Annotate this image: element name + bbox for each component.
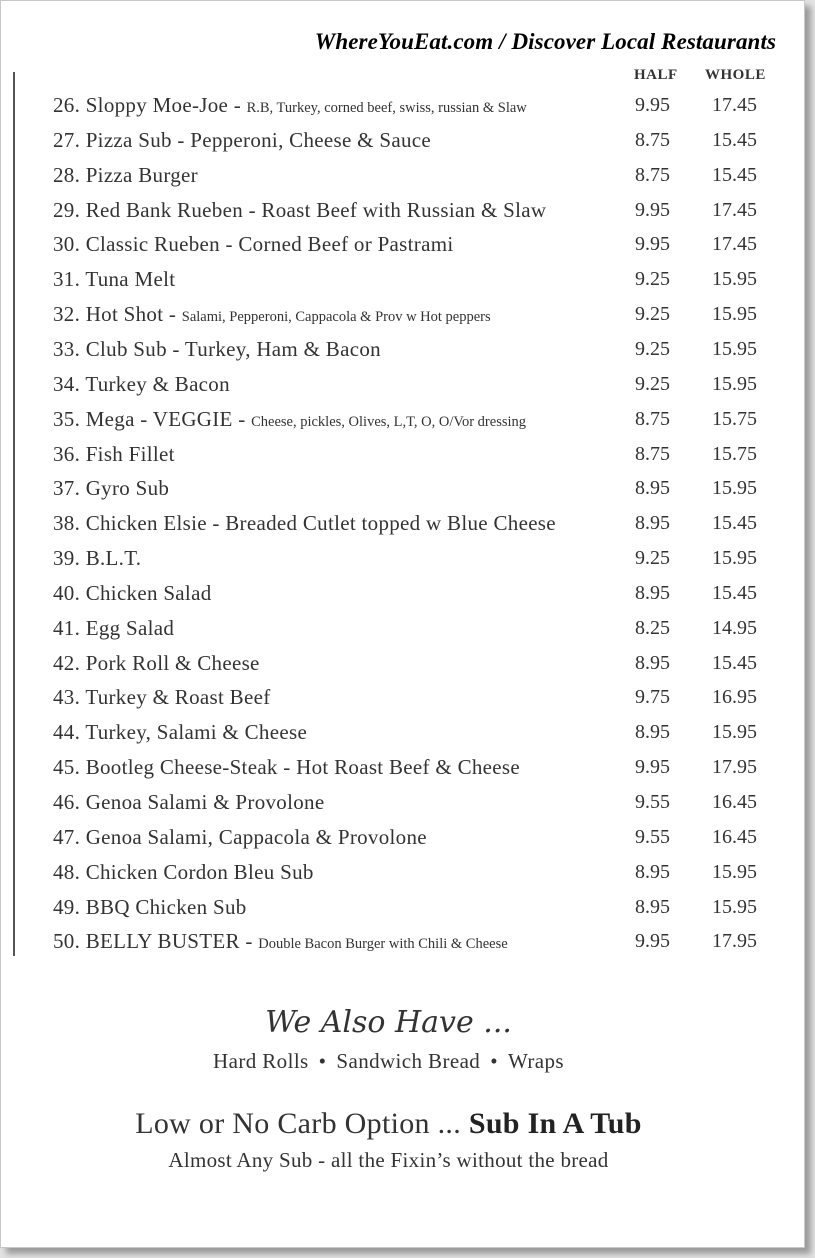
menu-item-row — [1, 402, 804, 437]
price-half: 9.55 — [635, 825, 670, 848]
menu-item — [53, 332, 381, 367]
price-whole: 15.95 — [712, 268, 757, 291]
menu-item-name: 50. BELLY BUSTER — [53, 929, 240, 954]
menu-item-row — [1, 541, 804, 576]
price-half: 8.75 — [635, 163, 670, 186]
price-whole: 15.95 — [712, 477, 757, 500]
menu-item — [53, 506, 556, 541]
price-whole: 17.95 — [712, 756, 757, 779]
menu-item-name: 43. Turkey & Roast Beef — [53, 685, 271, 710]
menu-item-name: 35. Mega - VEGGIE — [53, 406, 233, 431]
price-half: 8.75 — [635, 442, 670, 465]
menu-item — [53, 262, 175, 297]
menu-item-name: 39. B.L.T. — [53, 546, 142, 571]
menu-item-name: 40. Chicken Salad — [53, 580, 212, 605]
menu-item-name: 38. Chicken Elsie — [53, 511, 207, 536]
price-half: 9.95 — [635, 198, 670, 221]
menu-item-separator: - — [163, 302, 182, 327]
menu-item-description: Pepperoni, Cheese & Sauce — [190, 127, 431, 152]
price-whole: 17.45 — [712, 198, 757, 221]
price-whole: 15.45 — [712, 512, 757, 535]
menu-item-separator: - — [243, 197, 262, 222]
menu-item-name: 45. Bootleg Cheese-Steak — [53, 755, 278, 780]
price-half: 8.75 — [635, 407, 670, 430]
menu-item — [53, 158, 198, 193]
sub-in-a-tub: Sub In A Tub — [468, 1107, 642, 1140]
menu-item-separator: - — [219, 232, 239, 257]
menu-item-row — [1, 297, 804, 332]
menu-item-name: 42. Pork Roll & Cheese — [53, 650, 260, 675]
bullet-separator: • — [490, 1049, 498, 1073]
menu-item-name: 36. Fish Fillet — [53, 441, 175, 466]
price-half: 8.25 — [635, 616, 670, 639]
menu-item — [53, 227, 453, 262]
price-whole: 17.45 — [712, 94, 757, 116]
menu-item — [53, 541, 141, 576]
price-whole: 15.95 — [712, 860, 757, 883]
menu-item-name: 34. Turkey & Bacon — [53, 371, 230, 396]
price-whole: 15.75 — [712, 407, 757, 430]
menu-item-name: 37. Gyro Sub — [53, 476, 170, 501]
menu-item — [53, 297, 491, 335]
menu-item-row — [1, 890, 804, 925]
menu-item — [53, 437, 175, 472]
menu-item — [53, 680, 270, 715]
price-half: 8.75 — [635, 128, 670, 151]
menu-item-description: Roast Beef with Russian & Slaw — [261, 197, 547, 222]
menu-item-separator: - — [206, 511, 226, 536]
site-title: WhereYouEat.com / Discover Local Restaurants — [314, 29, 776, 54]
price-whole: 17.45 — [712, 233, 757, 256]
price-half: 8.95 — [635, 477, 670, 500]
menu-item — [53, 924, 508, 962]
menu-item-row — [1, 193, 804, 228]
column-header-whole: WHOLE — [705, 67, 766, 83]
menu-item — [53, 646, 260, 681]
also-item-sandwich-bread: Sandwich Bread — [336, 1049, 481, 1073]
price-half: 9.75 — [635, 686, 670, 709]
price-whole: 15.75 — [712, 442, 757, 465]
menu-item-separator: - — [277, 755, 297, 780]
menu-item-row — [1, 680, 804, 715]
menu-item — [53, 611, 174, 646]
menu-item — [53, 820, 427, 855]
menu-item-row — [1, 924, 804, 959]
menu-item-name: 47. Genoa Salami, Cappacola & Provolone — [53, 824, 427, 849]
price-whole: 15.95 — [712, 303, 757, 326]
menu-item-name: 49. BBQ Chicken Sub — [53, 894, 247, 919]
menu-item — [53, 890, 247, 925]
menu-item-name: 30. Classic Rueben — [53, 232, 220, 257]
low-carb-option — [1, 1107, 776, 1141]
also-item-hard-rolls: Hard Rolls — [213, 1049, 309, 1073]
menu-item-name: 44. Turkey, Salami & Cheese — [53, 720, 308, 745]
price-half: 9.55 — [635, 791, 670, 813]
low-carb-description: Almost Any Sub - all the Fixin’s without the bread — [168, 1148, 609, 1172]
menu-item-name: 41. Egg Salad — [53, 615, 175, 640]
price-whole: 15.95 — [712, 895, 757, 918]
price-half: 8.95 — [635, 895, 670, 918]
menu-item-description: Double Bacon Burger with Chili & Cheese — [258, 936, 508, 953]
menu-item — [53, 750, 520, 785]
menu-item — [53, 88, 527, 126]
price-whole: 15.95 — [712, 337, 757, 360]
menu-item-separator: - — [166, 336, 185, 361]
menu-item — [53, 402, 526, 440]
menu-item — [53, 367, 230, 402]
menu-item-separator: - — [228, 93, 247, 117]
menu-item-description: Corned Beef or Pastrami — [238, 232, 454, 257]
price-half: 8.95 — [635, 581, 670, 604]
also-have-items — [1, 1049, 776, 1074]
price-half: 8.95 — [635, 721, 670, 744]
menu-item-row — [1, 715, 804, 750]
menu-item-row — [1, 437, 804, 472]
menu-item-description: Salami, Pepperoni, Cappacola & Prov w Hot peppers — [181, 309, 491, 326]
menu-item-description: Cheese, pickles, Olives, L,T, O, O/Vor dressing — [251, 413, 527, 430]
price-half: 9.25 — [635, 547, 670, 570]
menu-item — [53, 123, 431, 158]
menu-item-row — [1, 123, 804, 158]
menu-item-separator: - — [232, 406, 252, 431]
price-whole: 15.45 — [712, 581, 757, 604]
menu-item — [53, 471, 169, 506]
menu-item-row — [1, 471, 804, 506]
menu-item-name: 32. Hot Shot — [53, 302, 164, 327]
price-half: 9.25 — [635, 303, 670, 326]
price-half: 9.95 — [635, 930, 670, 953]
menu-item-row — [1, 367, 804, 402]
price-half: 9.95 — [635, 94, 670, 116]
menu-item-description: Hot Roast Beef & Cheese — [296, 755, 521, 780]
menu-item-name: 29. Red Bank Rueben — [53, 197, 244, 222]
menu-item-row — [1, 158, 804, 193]
menu-item-row — [1, 820, 804, 855]
menu-item-name: 48. Chicken Cordon Bleu Sub — [53, 859, 314, 884]
price-half: 9.25 — [635, 337, 670, 360]
menu-item-row — [1, 785, 804, 820]
menu-item-description: Turkey, Ham & Bacon — [184, 336, 381, 361]
menu-item-row — [1, 855, 804, 890]
menu-item-name: 31. Tuna Melt — [53, 267, 176, 292]
menu-item-row — [1, 262, 804, 297]
menu-item — [53, 715, 307, 750]
price-whole: 15.45 — [712, 128, 757, 151]
menu-item-separator: - — [171, 127, 191, 152]
price-whole: 15.95 — [712, 547, 757, 570]
menu-item — [53, 193, 546, 228]
also-have-heading: We Also Have ... — [265, 1005, 512, 1040]
price-whole: 17.95 — [712, 930, 757, 953]
column-header-half: HALF — [634, 67, 678, 83]
menu-item-row — [1, 506, 804, 541]
menu-item-description: Breaded Cutlet topped w Blue Cheese — [225, 511, 556, 536]
menu-item-description: R.B, Turkey, corned beef, swiss, russian & Slaw — [246, 100, 527, 116]
price-whole: 14.95 — [712, 616, 757, 639]
menu-item-row — [1, 646, 804, 681]
price-whole: 15.45 — [712, 163, 757, 186]
menu-item-row — [1, 576, 804, 611]
price-half: 9.95 — [635, 756, 670, 779]
menu-item-row — [1, 750, 804, 785]
also-item-wraps: Wraps — [507, 1049, 564, 1073]
price-whole: 16.95 — [712, 686, 757, 709]
menu-item-row — [1, 611, 804, 646]
menu-item-name: 46. Genoa Salami & Provolone — [53, 790, 325, 814]
price-whole: 15.95 — [712, 372, 757, 395]
menu-item — [53, 785, 324, 820]
price-half: 8.95 — [635, 860, 670, 883]
price-whole: 16.45 — [712, 825, 757, 848]
menu-item — [53, 855, 314, 890]
menu-item-row — [1, 227, 804, 262]
bullet-separator: • — [318, 1049, 327, 1073]
menu-item-name: 28. Pizza Burger — [53, 162, 198, 187]
price-half: 9.25 — [635, 372, 670, 395]
price-half: 9.25 — [635, 268, 670, 291]
low-carb-lead: Low or No Carb Option ... — [135, 1107, 462, 1140]
price-half: 8.95 — [635, 651, 670, 674]
menu-item-row — [1, 332, 804, 367]
menu-item-name: 33. Club Sub — [53, 336, 167, 361]
price-half: 8.95 — [635, 512, 670, 535]
menu-item-separator: - — [239, 929, 259, 954]
price-whole: 15.95 — [712, 721, 757, 744]
price-half: 9.95 — [635, 233, 670, 256]
menu-item-name: 26. Sloppy Moe-Joe — [53, 93, 229, 117]
menu-item — [53, 576, 212, 611]
price-whole: 15.45 — [712, 651, 757, 674]
menu-item-name: 27. Pizza Sub — [53, 127, 172, 152]
price-whole: 16.45 — [712, 791, 757, 813]
menu-item-row — [1, 88, 804, 123]
